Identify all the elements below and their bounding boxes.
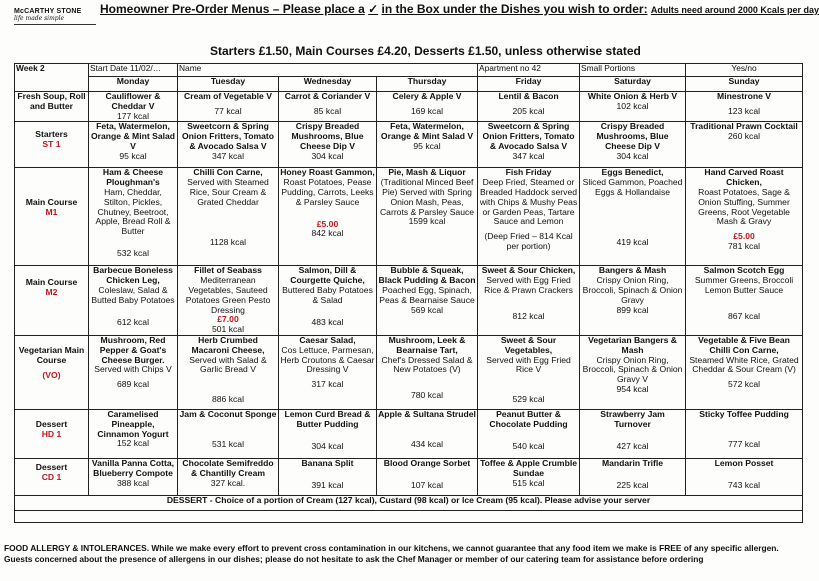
blank-row (15, 510, 803, 522)
menu-cell[interactable] (279, 458, 377, 495)
small-portions-label: Small Portions (580, 64, 686, 77)
menu-cell[interactable] (377, 458, 478, 495)
row-label (15, 409, 89, 458)
day-sunday: Sunday (686, 77, 803, 92)
dish-kcal: 812 kcal (512, 310, 545, 321)
dish-name: Mandarin Trifle (601, 457, 664, 468)
dish-description: Served with Egg Fried Rice & Prawn Crackers (484, 275, 573, 295)
dish-description: Roast Potatoes, Pease Pudding, Carrots, Leeks & Parsley Sauce (281, 177, 374, 207)
row-label (15, 92, 89, 122)
dish-kcal: 569 kcal (411, 304, 444, 315)
dish-price: £5.00 (733, 231, 755, 242)
menu-row-main-m2 (15, 266, 803, 336)
dish-name: Sweetcorn & Spring Onion Fritters, Tomato & Avocado Salsa V (482, 121, 575, 151)
menu-cell[interactable] (686, 92, 803, 122)
dish-name: Lentil & Bacon (498, 91, 559, 101)
dish-kcal: 689 kcal (116, 379, 149, 390)
dish-name: Minestrone V (717, 91, 772, 101)
menu-cell[interactable] (686, 409, 803, 458)
dish-name: Honey Roast Gammon, (280, 167, 375, 178)
menu-cell[interactable] (580, 335, 686, 409)
dish-description: Crispy Onion Ring, Broccoli, Spinach & Onion Gravy (582, 275, 683, 305)
dish-name: Lemon Posset (714, 457, 774, 468)
menu-cell[interactable] (377, 409, 478, 458)
dish-kcal: 529 kcal (512, 394, 545, 405)
title-part-a: Homeowner Pre-Order Menus – Please place a (100, 2, 365, 16)
row-label-text: Main Course (25, 277, 78, 288)
dish-name: Traditional Prawn Cocktail (690, 121, 798, 132)
dish-kcal: 225 kcal (616, 479, 649, 490)
menu-table (14, 63, 803, 523)
dish-kcal: 781 kcal (728, 240, 761, 251)
yes-no-field[interactable]: Yes/no (686, 64, 803, 77)
menu-cell[interactable] (377, 335, 478, 409)
dish-kcal: 1599 kcal (408, 216, 446, 227)
menu-cell[interactable] (686, 266, 803, 336)
menu-row-vegetarian (15, 335, 803, 409)
dessert-extras-note: DESSERT - Choice of a portion of Cream (127 kcal), Custard (98 kcal) or Ice Cream (95 kcal). Please advise your server (15, 495, 803, 510)
dish-kcal: 842 kcal (311, 228, 344, 239)
row-label (15, 168, 89, 266)
menu-cell[interactable] (686, 335, 803, 409)
row-code: M2 (45, 287, 58, 298)
menu-cell[interactable] (478, 335, 580, 409)
dish-name: White Onion & Herb V (587, 91, 678, 101)
dish-name: Crispy Breaded Mushrooms, Blue Cheese Dip V (291, 121, 364, 151)
week-label: Week 2 (15, 64, 89, 92)
menu-cell[interactable] (279, 92, 377, 122)
dish-name: Banana Split (301, 457, 354, 468)
day-thursday: Thursday (377, 77, 478, 92)
dish-kcal: 77 kcal (214, 105, 242, 116)
dish-name: Ham & Cheese Ploughman's (102, 167, 164, 188)
dish-name: Feta, Watermelon, Orange & Mint Salad V (90, 121, 176, 151)
menu-cell[interactable] (178, 335, 279, 409)
menu-cell[interactable] (377, 92, 478, 122)
dish-kcal: 501 kcal (211, 324, 244, 335)
apartment-field[interactable]: Apartment no 42 (478, 64, 580, 77)
dish-kcal: 572 kcal (728, 379, 761, 390)
name-field[interactable]: Name (178, 64, 478, 77)
dish-name: Cream of Vegetable V (184, 91, 272, 101)
dish-name: Apple & Sultana Strudel (378, 408, 476, 419)
menu-cell[interactable] (580, 458, 686, 495)
dish-description: Cos Lettuce, Parmesan, Herb Croutons & Caesar Dressing V (280, 344, 375, 375)
menu-cell[interactable] (178, 122, 279, 168)
menu-cell[interactable] (279, 266, 377, 336)
dish-description: Steamed White Rice, Grated Cheddar & Sour Cream (V) (689, 354, 799, 375)
dish-name: Blood Orange Sorbet (383, 457, 471, 468)
dish-kcal: 434 kcal (411, 438, 444, 449)
page-title (100, 2, 819, 16)
dish-name: Carrot & Coriander V (284, 91, 371, 101)
menu-cell[interactable] (686, 122, 803, 168)
dish-name: Toffee & Apple Crumble Sundae (480, 457, 577, 478)
menu-cell[interactable] (377, 168, 478, 266)
row-code: M1 (45, 207, 58, 218)
menu-cell[interactable] (580, 122, 686, 168)
dish-kcal: 95 kcal (119, 150, 147, 161)
menu-row-dessert-cd1 (15, 458, 803, 495)
dish-name: Peanut Butter & Chocolate Pudding (489, 408, 568, 429)
dish-kcal: 327 kcal. (210, 477, 246, 488)
dish-name: Mushroom, Leek & Bearnaise Tart, (388, 334, 466, 355)
dish-name: Chocolate Semifreddo & Chantilly Cream (182, 457, 274, 478)
dish-kcal: 347 kcal (211, 150, 244, 161)
dish-kcal: 483 kcal (311, 316, 344, 327)
menu-row-starters (15, 122, 803, 168)
dish-name: Chilli Con Carne, (193, 167, 263, 178)
dish-name: Bubble & Squeak, Black Pudding & Bacon (378, 265, 476, 286)
title-part-b: in the Box under the Dishes you wish to order: (381, 2, 648, 16)
dish-description: Served with Chips V (94, 364, 172, 375)
tick-icon: ✓ (368, 2, 379, 16)
dish-kcal: 867 kcal (728, 310, 761, 321)
dish-name: Cauliflower & Cheddar V (105, 91, 161, 111)
dish-name: Vegetable & Five Bean Chilli Con Carne, (698, 334, 790, 355)
menu-cell[interactable] (377, 122, 478, 168)
dish-name: Bangers & Mash (598, 265, 667, 276)
menu-cell[interactable] (89, 458, 178, 495)
dish-kcal: 515 kcal (512, 477, 545, 488)
dish-name: Celery & Apple V (392, 91, 462, 101)
dish-name: Vanilla Panna Cotta, Blueberry Compote (91, 457, 175, 478)
row-label (15, 122, 89, 168)
menu-cell[interactable] (580, 92, 686, 122)
menu-cell[interactable] (178, 168, 279, 266)
dish-description: Poached Egg, Spinach, Peas & Bearnaise Sauce (379, 284, 475, 305)
dish-kcal: 177 kcal (116, 110, 149, 121)
dish-description: Ham, Cheddar, Stilton, Pickles, Chutney, Beetroot, Apple, Bread Roll & Butter (95, 186, 171, 237)
dish-kcal: 347 kcal (512, 150, 545, 161)
dish-kcal: 95 kcal (413, 140, 441, 151)
dish-kcal: 427 kcal (616, 440, 649, 451)
dish-description: Deep Fried, Steamed or Breaded Haddock served with Chips & Mushy Peas or Garden Peas, Tartare Sauce and Lemon (479, 177, 578, 227)
day-wednesday: Wednesday (279, 77, 377, 92)
dish-name: Hand Carved Roast Chicken, (704, 167, 784, 188)
menu-row-main-m1 (15, 168, 803, 266)
dish-description: Served with Steamed Rice, Sour Cream & Grated Cheddar (187, 177, 269, 207)
row-label (15, 266, 89, 336)
row-label-text: Dessert (35, 418, 68, 429)
dish-name: Sticky Toffee Pudding (699, 408, 789, 419)
dish-price: £7.00 (217, 314, 239, 325)
dish-description: Chef's Dressed Salad & New Potatoes (V) (381, 354, 473, 375)
menu-cell[interactable] (279, 409, 377, 458)
dish-description: Buttered Baby Potatoes & Salad (282, 284, 373, 305)
dish-kcal: 391 kcal (311, 479, 344, 490)
row-label (15, 335, 89, 409)
dish-name: Sweetcorn & Spring Onion Fritters, Tomato & Avocado Salsa V (182, 121, 274, 151)
dish-name: Mushroom, Red Pepper & Goat's Cheese Burger. (99, 334, 167, 365)
dish-name: Crispy Breaded Mushrooms, Blue Cheese Dip V (596, 121, 669, 151)
dish-name: Lemon Curd Bread & Butter Pudding (284, 408, 371, 429)
dish-kcal: 743 kcal (728, 479, 761, 490)
dish-name: Feta, Watermelon, Orange & Mint Salad V (380, 121, 474, 142)
menu-cell[interactable] (580, 409, 686, 458)
dish-name: Caramelised Pineapple, Cinnamon Yogurt (97, 408, 169, 439)
dish-name: Herb Crumbed Macaroni Cheese, (191, 334, 265, 355)
mccarthy-stone-logo (14, 8, 96, 25)
dish-kcal: 205 kcal (512, 105, 545, 116)
menu-cell[interactable] (178, 92, 279, 122)
dish-kcal: 1128 kcal (209, 236, 247, 247)
logo-tagline: life made simple (14, 15, 65, 22)
dish-description: Mediterranean Vegetables, Sauteed Potatoes Green Pesto Dressing (185, 275, 271, 315)
dish-kcal: 777 kcal (728, 438, 761, 449)
logo-divider (14, 24, 96, 25)
dish-kcal: 954 kcal (616, 383, 649, 394)
dish-kcal: 304 kcal (616, 150, 649, 161)
dish-description: Served with Egg Fried Rice V (486, 354, 571, 375)
dish-name: Strawberry Jam Turnover (600, 408, 665, 429)
row-label-text: Starters (35, 129, 68, 140)
dish-name: Caesar Salad, (299, 334, 356, 345)
dish-description: Crispy Onion Ring, Broccoli, Spinach & Onion Gravy V (582, 354, 683, 385)
dish-name: Barbecue Boneless Chicken Leg, (93, 265, 173, 286)
dish-kcal: 304 kcal (311, 440, 344, 451)
row-code: CD 1 (41, 471, 62, 482)
menu-cell[interactable] (279, 168, 377, 266)
row-code: HD 1 (41, 428, 62, 439)
dish-name: Fillet of Seabass (194, 265, 262, 276)
menu-cell[interactable] (89, 92, 178, 122)
menu-cell[interactable] (89, 409, 178, 458)
menu-cell[interactable] (478, 458, 580, 495)
dish-description: Coleslaw, Salad & Butted Baby Potatoes (91, 284, 175, 305)
dish-description: Summer Greens, Broccoli Lemon Butter Sauce (694, 275, 794, 295)
row-code: ST 1 (42, 139, 61, 150)
day-saturday: Saturday (580, 77, 686, 92)
menu-row-soup (15, 92, 803, 122)
dish-kcal: 532 kcal (116, 247, 149, 258)
dish-name: Jam & Coconut Sponge (179, 408, 277, 419)
allergy-notice: FOOD ALLERGY & INTOLERANCES. While we make every effort to prevent cross contamination in our kitchens, we cannot guarantee that any food item we make is FREE of any specific allergen. Guests concerned about the presence of allergens in our dishes; please do not hesitate to ask the Chef Manager or member of our catering team for assistance before ordering (4, 543, 779, 564)
logo-brand: McCARTHY STONE (14, 8, 82, 15)
dish-name: Fish Friday (505, 167, 552, 178)
row-label-text: Fresh Soup, Roll and Butter (17, 91, 86, 111)
dish-kcal: 85 kcal (313, 105, 342, 116)
dish-kcal: 169 kcal (411, 105, 444, 116)
menu-cell[interactable] (89, 122, 178, 168)
dish-price: £5.00 (316, 218, 339, 229)
row-label-text: Dessert (35, 461, 68, 472)
menu-cell[interactable] (279, 335, 377, 409)
dish-name: Sweet & Sour Chicken, (481, 265, 576, 276)
row-label-text: Vegetarian Main Course (18, 344, 85, 365)
dish-name: Eggs Benedict, (601, 167, 664, 178)
menu-cell[interactable] (580, 168, 686, 266)
dish-description: (Traditional Minced Beef Pie) Served with Spring Onion Mash, Peas, Carrots & Parsley Sauce (379, 177, 475, 217)
dish-kcal: 899 kcal (616, 304, 649, 315)
row-code: (VO) (42, 369, 61, 380)
dish-description: Sliced Gammon, Poached Eggs & Hollandaise (582, 177, 683, 197)
menu-cell[interactable] (89, 168, 178, 266)
dish-kcal: 304 kcal (311, 150, 344, 161)
dish-name: Pie, Mash & Liquor (388, 167, 466, 178)
dish-kcal: 388 kcal (116, 477, 149, 488)
menu-cell[interactable] (178, 409, 279, 458)
dish-description: Served with Salad & Garlic Bread V (189, 354, 267, 375)
dish-kcal: 260 kcal (728, 131, 761, 142)
dish-kcal: 102 kcal (616, 100, 649, 111)
day-tuesday: Tuesday (178, 77, 279, 92)
menu-cell[interactable] (377, 266, 478, 336)
dish-kcal: 107 kcal (411, 479, 444, 490)
day-monday: Monday (89, 77, 178, 92)
prices-line: Starters £1.50, Main Courses £4.20, Desserts £1.50, unless otherwise stated (210, 44, 641, 58)
dish-name: Vegetarian Bangers & Mash (588, 334, 677, 355)
dish-description: Roast Potatoes, Sage & Onion Stuffing, Summer Greens, Root Vegetable Mash & Gravy (698, 186, 790, 227)
dish-kcal: 886 kcal (211, 394, 244, 405)
row-label (15, 458, 89, 495)
dish-name: Salmon Scotch Egg (703, 265, 785, 276)
dish-kcal: 317 kcal (311, 379, 344, 390)
menu-row-dessert-hd1 (15, 409, 803, 458)
dish-note: (Deep Fried – 814 Kcal per portion) (484, 231, 573, 251)
menu-cell[interactable] (478, 266, 580, 336)
menu-cell[interactable] (478, 122, 580, 168)
menu-cell[interactable] (686, 458, 803, 495)
menu-cell[interactable] (478, 409, 580, 458)
dish-kcal: 780 kcal (411, 390, 444, 401)
dish-kcal: 531 kcal (211, 438, 244, 449)
start-date-field[interactable]: Start Date 11/02/… (89, 64, 178, 77)
dish-kcal: 540 kcal (512, 440, 545, 451)
menu-cell[interactable] (478, 92, 580, 122)
dish-kcal: 123 kcal (728, 105, 761, 116)
menu-cell[interactable] (89, 266, 178, 336)
menu-cell[interactable] (89, 335, 178, 409)
menu-cell[interactable] (178, 266, 279, 336)
menu-cell[interactable] (178, 458, 279, 495)
dish-name: Salmon, Dill & Courgette Quiche, (290, 265, 365, 286)
menu-cell[interactable] (580, 266, 686, 336)
dish-kcal: 419 kcal (616, 236, 649, 247)
day-friday: Friday (478, 77, 580, 92)
menu-cell[interactable] (478, 168, 580, 266)
row-label-text: Main Course (25, 197, 78, 208)
dish-name: Sweet & Sour Vegetables, (500, 334, 557, 355)
kcal-note: Adults need around 2000 Kcals per day (650, 5, 819, 15)
menu-cell[interactable] (686, 168, 803, 266)
dish-kcal: 152 kcal (116, 438, 149, 449)
menu-cell[interactable] (279, 122, 377, 168)
dish-kcal: 612 kcal (116, 316, 149, 327)
